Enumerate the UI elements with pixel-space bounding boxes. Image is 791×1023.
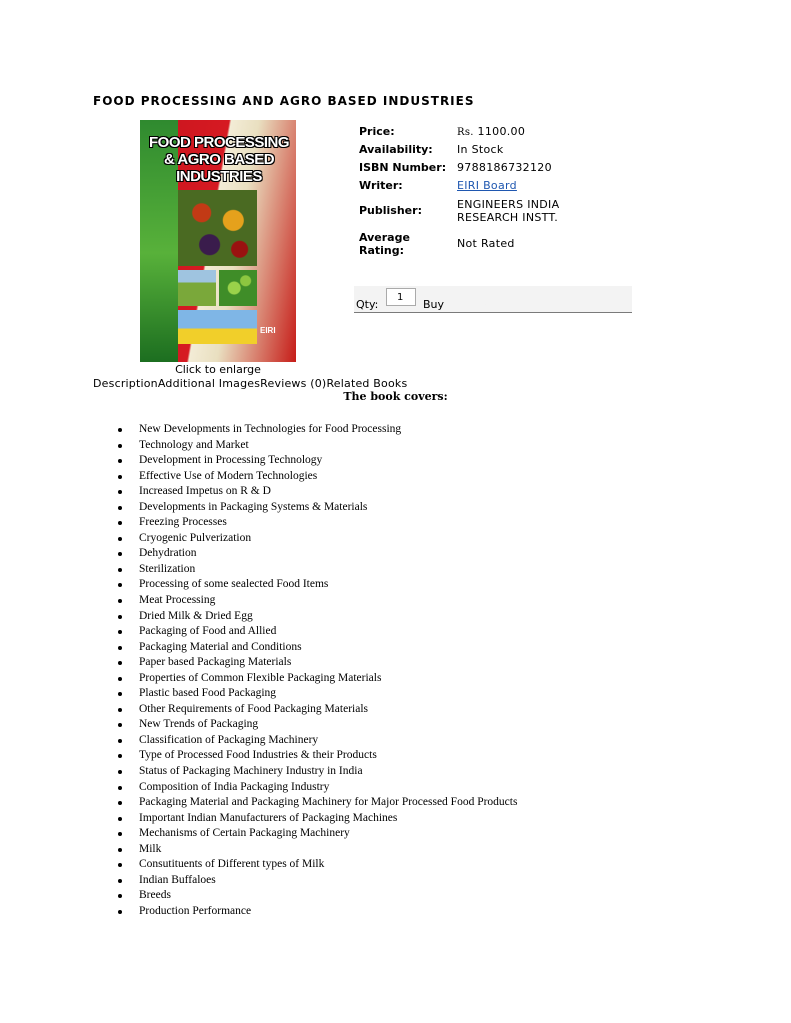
book-covers-heading: The book covers: [343,390,448,403]
availability-value: In Stock [457,142,504,156]
list-item: Dehydration [139,546,517,562]
tab-related-books[interactable]: Related Books [326,377,408,390]
list-item: Mechanisms of Certain Packaging Machinery [139,826,517,842]
list-item: New Developments in Technologies for Food Processing [139,422,517,438]
list-item: New Trends of Packaging [139,717,517,733]
list-item: Production Performance [139,904,517,920]
cover-wheat-photo [178,270,216,306]
list-item: Packaging Material and Packaging Machinery for Major Processed Food Products [139,795,517,811]
book-cover-image[interactable] [140,120,296,362]
list-item: Effective Use of Modern Technologies [139,469,517,485]
click-to-enlarge-link[interactable]: Click to enlarge [175,363,261,376]
list-item: Status of Packaging Machinery Industry in India [139,764,517,780]
list-item: Breeds [139,888,517,904]
list-item: Increased Impetus on R & D [139,484,517,500]
list-item: Meat Processing [139,593,517,609]
list-item: Technology and Market [139,438,517,454]
price-amount: 1100.00 [477,124,526,138]
publisher-line: ENGINEERS INDIA [457,197,560,211]
isbn-value: 9788186732120 [457,160,552,174]
publisher-line: RESEARCH INSTT. [457,210,558,224]
qty-label: Qty: [356,298,379,311]
price-label: Price: [359,124,395,138]
list-item: Classification of Packaging Machinery [139,733,517,749]
tab-reviews[interactable]: Reviews (0) [260,377,327,390]
cover-title-line: FOOD PROCESSING [148,134,290,151]
qty-input[interactable] [386,288,416,306]
rating-label-line: Rating: [359,243,405,257]
tab-description[interactable]: Description [93,377,158,390]
list-item: Cryogenic Pulverization [139,531,517,547]
list-item: Indian Buffaloes [139,873,517,889]
list-item: Plastic based Food Packaging [139,686,517,702]
topics-list [139,422,517,920]
writer-label: Writer: [359,178,403,192]
list-item: Freezing Processes [139,515,517,531]
availability-label: Availability: [359,142,433,156]
list-item: Development in Processing Technology [139,453,517,469]
cover-title [146,134,292,185]
isbn-label: ISBN Number: [359,160,447,174]
list-item: Composition of India Packaging Industry [139,780,517,796]
cover-logo: EIRI [260,326,276,335]
book-details-table [359,122,575,260]
list-item: Other Requirements of Food Packaging Materials [139,702,517,718]
cover-peas-photo [219,270,257,306]
list-item: Sterilization [139,562,517,578]
buy-button[interactable]: Buy [423,298,445,311]
list-item: Important Indian Manufacturers of Packaging Machines [139,811,517,827]
list-item: Properties of Common Flexible Packaging Materials [139,671,517,687]
rating-label [359,227,457,260]
publisher-value [457,194,575,227]
list-item: Consutituents of Different types of Milk [139,857,517,873]
tab-additional-images[interactable]: Additional Images [157,377,261,390]
list-item: Developments in Packaging Systems & Materials [139,500,517,516]
list-item: Processing of some sealected Food Items [139,577,517,593]
price-value [457,122,575,140]
list-item: Packaging of Food and Allied [139,624,517,640]
cover-title-line: & AGRO BASED [163,151,275,168]
cover-produce-photo [178,190,257,266]
list-item: Dried Milk & Dried Egg [139,609,517,625]
page-title: FOOD PROCESSING AND AGRO BASED INDUSTRIES [93,94,475,108]
cover-title-line: INDUSTRIES [176,168,262,185]
list-item: Paper based Packaging Materials [139,655,517,671]
list-item: Type of Processed Food Industries & their Products [139,748,517,764]
rating-label-line: Average [359,230,410,244]
checkout-button[interactable]: Checkout [447,298,499,311]
list-item: Packaging Material and Conditions [139,640,517,656]
price-currency: Rs. [457,126,474,138]
cover-factory-photo [178,310,257,344]
buy-bar [354,286,632,313]
list-item: Milk [139,842,517,858]
product-tabs [93,377,407,390]
writer-link[interactable]: EIRI Board [457,178,517,192]
publisher-label: Publisher: [359,204,422,217]
rating-value: Not Rated [457,237,515,250]
